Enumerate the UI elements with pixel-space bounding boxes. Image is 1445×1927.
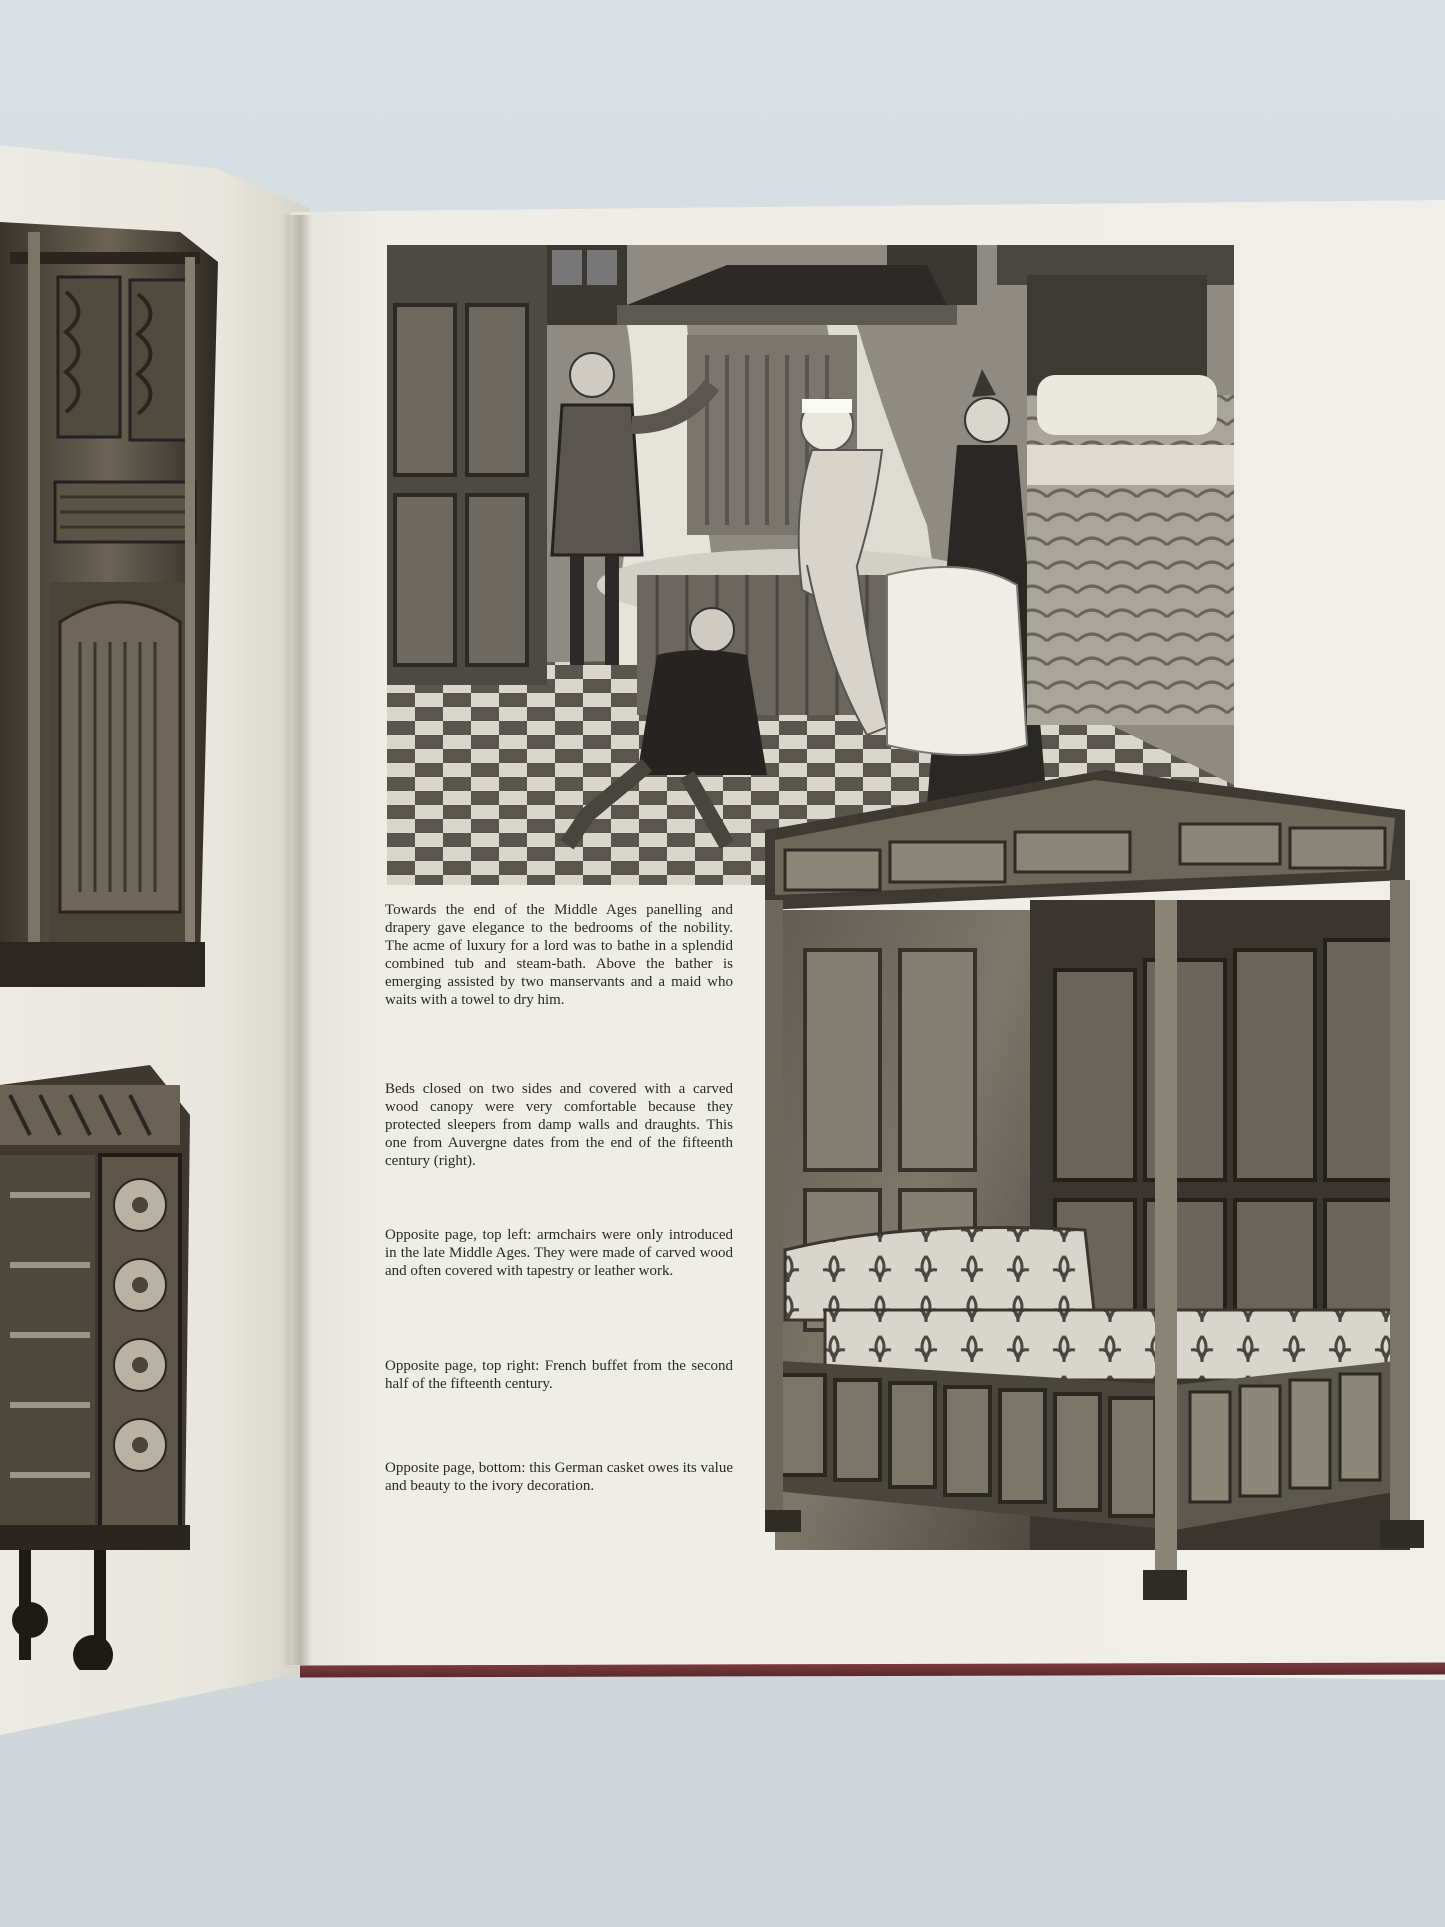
auvergne-canopy-bed-photo — [765, 770, 1445, 1620]
german-casket-photo — [0, 1065, 200, 1670]
caption-casket: Opposite page, bottom: this German casket owes its value and beauty to the ivory decoration. — [385, 1460, 733, 1494]
french-buffet-photo — [0, 222, 220, 987]
caption-bed: Beds closed on two sides and covered with a carved wood canopy were very comfortable because they protected sleepers from damp walls and draughts. This one from Auvergne dates from the end of the fifteenth century (right). — [385, 1081, 733, 1169]
book-spine — [282, 215, 312, 1665]
caption-bath-scene: Towards the end of the Middle Ages panelling and drapery gave elegance to the bedrooms of the nobility. The acme of luxury for a lord was to bathe in a splendid combined tub and steam-bath. Above the bather is emerging assisted by two manservants and a maid who waits with a towel to dry him. — [385, 902, 733, 1008]
caption-armchairs: Opposite page, top left: armchairs were only introduced in the late Middle Ages. They were made of carved wood and often covered with tapestry or leather work. — [385, 1227, 733, 1279]
caption-buffet: Opposite page, top right: French buffet from the second half of the fifteenth century. — [385, 1358, 733, 1392]
